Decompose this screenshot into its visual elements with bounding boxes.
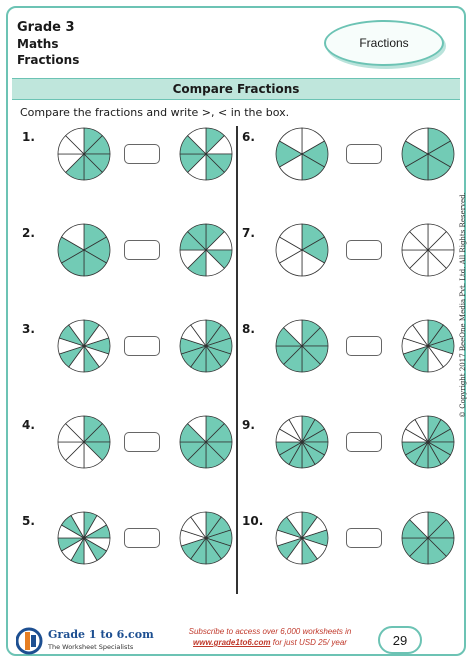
answer-box[interactable] [124, 144, 160, 164]
problem-number: 2. [22, 226, 35, 240]
subject-label: Maths [17, 37, 59, 51]
page-title: Compare Fractions [12, 78, 460, 100]
fraction-circle-right [178, 510, 234, 566]
copyright-notice: © Copyright 2017 BeeOne Media Pvt. Ltd. All Rights Reserved. [459, 192, 467, 418]
answer-box[interactable] [346, 144, 382, 164]
logo-name: Grade 1 to 6.com [48, 628, 154, 641]
topic-tag: Fractions [324, 20, 444, 66]
answer-box[interactable] [346, 432, 382, 452]
fraction-circle-left [274, 414, 330, 470]
logo-tagline: The Worksheet Specialists [48, 643, 134, 651]
fraction-circle-right [400, 126, 456, 182]
topic-label: Fractions [17, 53, 80, 67]
fraction-circle-left [274, 222, 330, 278]
fraction-circle-left [56, 414, 112, 470]
problem-number: 4. [22, 418, 35, 432]
fraction-circle-left [56, 318, 112, 374]
problem-number: 9. [242, 418, 255, 432]
answer-box[interactable] [124, 432, 160, 452]
answer-box[interactable] [124, 336, 160, 356]
footer [12, 620, 460, 664]
promo-link[interactable]: www.grade1to6.com [193, 638, 271, 647]
column-divider [236, 126, 238, 594]
fraction-circle-left [274, 126, 330, 182]
grade-label: Grade 3 [17, 20, 75, 35]
fraction-circle-right [178, 414, 234, 470]
fraction-circle-right [178, 126, 234, 182]
logo-mark-icon [16, 626, 44, 656]
fraction-circle-right [400, 414, 456, 470]
promo-price: for just USD 25/ year [270, 638, 347, 647]
subscription-promo [170, 626, 370, 648]
fraction-circle-right [178, 222, 234, 278]
fraction-circle-left [56, 126, 112, 182]
worksheet-header [17, 20, 79, 68]
problem-number: 3. [22, 322, 35, 336]
problem-number: 6. [242, 130, 255, 144]
instructions: Compare the fractions and write >, < in the box. [20, 106, 290, 119]
fraction-circle-left [274, 318, 330, 374]
problem-number: 10. [242, 514, 264, 528]
answer-box[interactable] [346, 528, 382, 548]
fraction-circle-right [400, 510, 456, 566]
answer-box[interactable] [124, 240, 160, 260]
fraction-circle-left [56, 510, 112, 566]
fraction-circle-right [400, 318, 456, 374]
problem-number: 8. [242, 322, 255, 336]
answer-box[interactable] [124, 528, 160, 548]
page-number: 29 [378, 626, 422, 654]
problem-number: 7. [242, 226, 255, 240]
problem-number: 1. [22, 130, 35, 144]
fraction-circle-right [178, 318, 234, 374]
promo-line-2 [170, 637, 370, 648]
answer-box[interactable] [346, 240, 382, 260]
answer-box[interactable] [346, 336, 382, 356]
fraction-circle-left [56, 222, 112, 278]
promo-line-1: Subscribe to access over 6,000 worksheets in [188, 627, 352, 636]
fraction-circle-right [400, 222, 456, 278]
site-logo[interactable] [16, 626, 176, 660]
problem-number: 5. [22, 514, 35, 528]
fraction-circle-left [274, 510, 330, 566]
